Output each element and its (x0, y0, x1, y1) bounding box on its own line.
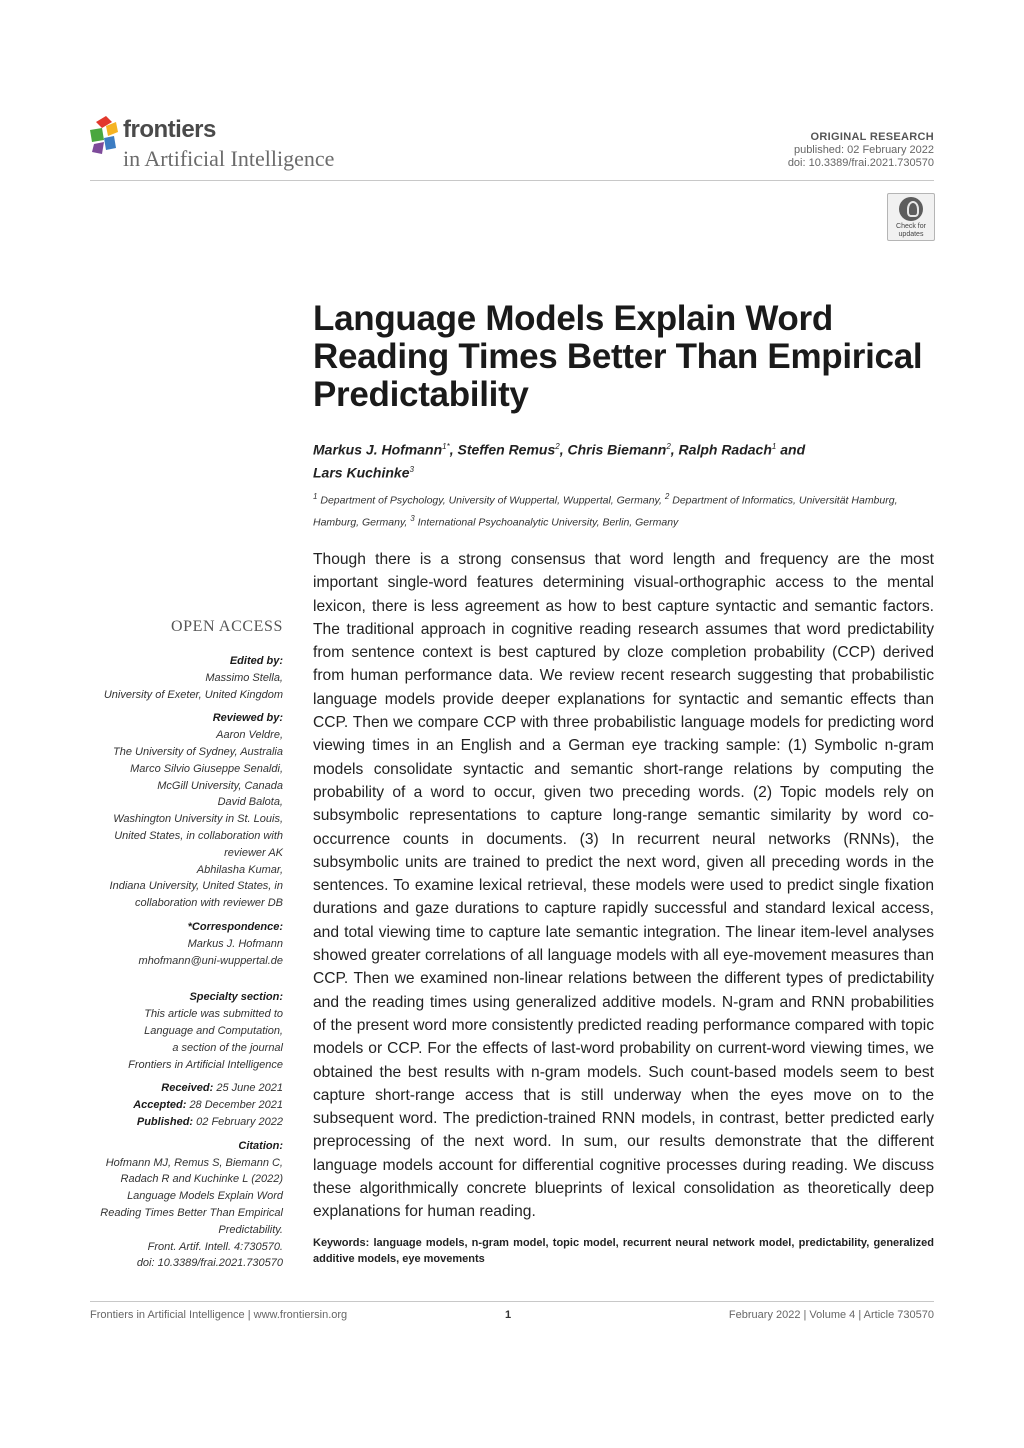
citation-line: Front. Artif. Intell. 4:730570. (147, 1240, 283, 1253)
author-name[interactable]: Steffen Remus (457, 441, 556, 458)
reviewer-line: reviewer AK (224, 846, 283, 859)
abstract-text: Though there is a strong consensus that word length and frequency are the most important single-word features determining visual-orthographic access to the mental lexicon, there is less agreement as how to best capture syntactic and semantic factors. The traditional approach in cognitive reading research assumes that word predictability from sentence context is best captured by cloze completion probability (CCP) derived from human performance data. We review recent research suggesting that probabilistic language models provide deeper explanations for syntactic and semantic effects than CCP. Then we compare CCP with three probabilistic language models for predicting word viewing times in an English and a German eye tracking sample: (1) Symbolic n-gram models consolidate syntactic and semantic short-range relations by computing the probability of a word to occur, given two preceding words. (2) Topic models rely on subsymbolic representations to capture long-range semantic similarity by word co-occurrence counts in documents. (3) In recurrent neural networks (RNNs), the subsymbolic units are trained to predict the next word, given all preceding words in the sentences. To examine lexical retrieval, these models were used to predict single fixation durations and gaze durations to capture rapidly successful and standard lexical access, and total viewing time to capture late semantic integration. The linear item-level analyses showed greater correlations of all language models with all eye-movement measures than CCP. Then we examined non-linear relations between the different types of predictability and the reading times using generalized additive models. N-gram and RNN probabilities of the present word more consistently predicted reading performance compared with topic models or CCP. For the effects of last-word probability on current-word viewing times, we obtained the best results with n-gram models. Such count-based models seem to best capture short-range access that is still underway when the eyes move on to the subsequent word. The prediction-trained RNN models, in contrast, better predicted early preprocessing of the next word. In sum, our results demonstrate that the different language models account for differential cognitive processes during reading. We discuss these algorithmically concrete blueprints of lexical consolidation as theoretically deep explanations for human reading. (313, 551, 934, 1221)
received-label: Received: (161, 1082, 214, 1095)
update-icon (899, 197, 923, 221)
author-separator: , (559, 441, 568, 458)
citation-line: Hofmann MJ, Remus S, Biemann C, (105, 1156, 283, 1169)
check-for-updates-label: Check for updates (896, 223, 926, 238)
reviewer-line: Indiana University, United States, in (109, 880, 283, 893)
correspondence-name: Markus J. Hofmann (187, 937, 283, 950)
keywords-label: Keywords: (313, 1237, 370, 1249)
published-date-sidebar (70, 1114, 283, 1131)
affiliation-text: International Psychoanalytic University, Berlin, Germany (414, 516, 679, 528)
reviewed-by-label: Reviewed by: (212, 712, 283, 725)
citation-label: Citation: (238, 1139, 283, 1152)
affiliation-text: Department of Psychology, University of Wuppertal, Wuppertal, Germany, (317, 494, 665, 507)
article-title: Language Models Explain Word Reading Times Better Than Empirical Predictability (313, 299, 923, 414)
reviewer-line: Abhilasha Kumar, (196, 863, 283, 876)
logo-wordmark: frontiers (123, 116, 216, 143)
reviewer-line: United States, in collaboration with (114, 829, 283, 842)
specialty-line: Language and Computation, (144, 1024, 283, 1037)
affiliation-marker: 3 (410, 513, 415, 523)
article-type: ORIGINAL RESEARCH (810, 131, 934, 143)
reviewer-line: Washington University in St. Louis, (113, 813, 283, 826)
reviewer-line: David Balota, (217, 796, 283, 809)
author-name[interactable]: Lars Kuchinke (313, 464, 410, 481)
citation-line: Predictability. (218, 1223, 283, 1236)
journal-logo (90, 116, 370, 176)
footer-divider (90, 1301, 934, 1302)
footer-journal-link[interactable]: Frontiers in Artificial Intelligence | www.frontiersin.org (90, 1309, 348, 1321)
correspondence-label: *Correspondence: (187, 920, 283, 933)
check-for-updates-button[interactable] (887, 193, 935, 241)
specialty-line: a section of the journal (172, 1041, 283, 1054)
author-name[interactable]: Ralph Radach (678, 441, 772, 458)
published-value: 02 February 2022 (196, 1115, 283, 1128)
footer-issue-info: February 2022 | Volume 4 | Article 730570 (728, 1309, 934, 1321)
published-date: published: 02 February 2022 (793, 144, 934, 156)
article-meta (788, 131, 934, 170)
accepted-date (70, 1097, 283, 1114)
author-list (313, 437, 913, 482)
journal-name: in Artificial Intelligence (123, 146, 335, 171)
citation-line: Radach R and Kuchinke L (2022) (120, 1173, 283, 1186)
citation-doi[interactable]: doi: 10.3389/frai.2021.730570 (136, 1257, 283, 1270)
accepted-label: Accepted: (133, 1099, 187, 1112)
reviewer-line: The University of Sydney, Australia (113, 745, 283, 758)
affiliation-marker: 2 (664, 492, 670, 501)
received-date (70, 1080, 283, 1097)
keywords-list: language models, n-gram model, topic model, recurrent neural network model, predictability, generalized additive models, eye movements (313, 1237, 935, 1265)
author-separator: , (670, 441, 679, 458)
article-doi[interactable]: doi: 10.3389/frai.2021.730570 (787, 157, 934, 169)
author-affiliation-marker: 2 (666, 442, 671, 451)
affiliation-text: Department of Informatics, Universität Hamburg, Hamburg, Germany, (313, 494, 898, 528)
edited-by-line: Massimo Stella, (205, 671, 283, 684)
author-affiliation-marker: 3 (409, 464, 414, 474)
edited-by-label: Edited by: (229, 655, 283, 667)
author-name[interactable]: Chris Biemann (567, 441, 667, 458)
published-label: Published: (136, 1115, 194, 1128)
page-number: 1 (505, 1309, 512, 1321)
citation-line: Reading Times Better Than Empirical (100, 1206, 283, 1219)
received-value: 25 June 2021 (216, 1082, 283, 1095)
accepted-value: 28 December 2021 (189, 1099, 283, 1112)
affiliation-marker: 1 (313, 492, 318, 501)
author-affiliation-marker: 2 (555, 442, 560, 451)
article-sidebar (70, 653, 283, 1272)
edited-by-line: University of Exeter, United Kingdom (103, 688, 283, 701)
reviewer-line: Aaron Veldre, (216, 729, 283, 742)
reviewer-line: McGill University, Canada (157, 779, 283, 792)
specialty-line: Frontiers in Artificial Intelligence (128, 1058, 283, 1071)
keywords (313, 1235, 934, 1267)
reviewer-line: Marco Silvio Giuseppe Senaldi, (130, 762, 283, 775)
correspondence-email[interactable]: mhofmann@uni-wuppertal.de (138, 954, 283, 967)
author-separator: , (449, 441, 458, 458)
author-separator: and (776, 441, 806, 458)
open-access-label: OPEN ACCESS (171, 618, 283, 635)
frontiers-logo-icon (90, 116, 120, 154)
author-affiliation-marker: 1 (771, 442, 777, 451)
author-name[interactable]: Markus J. Hofmann (313, 441, 443, 458)
header-divider (90, 180, 934, 181)
citation-line: Language Models Explain Word (127, 1190, 283, 1203)
author-affiliation-marker: 1* (442, 442, 450, 451)
specialty-section-label: Specialty section: (189, 991, 283, 1004)
reviewer-line: collaboration with reviewer DB (135, 897, 283, 910)
specialty-line: This article was submitted to (144, 1008, 283, 1021)
affiliations (313, 488, 933, 531)
